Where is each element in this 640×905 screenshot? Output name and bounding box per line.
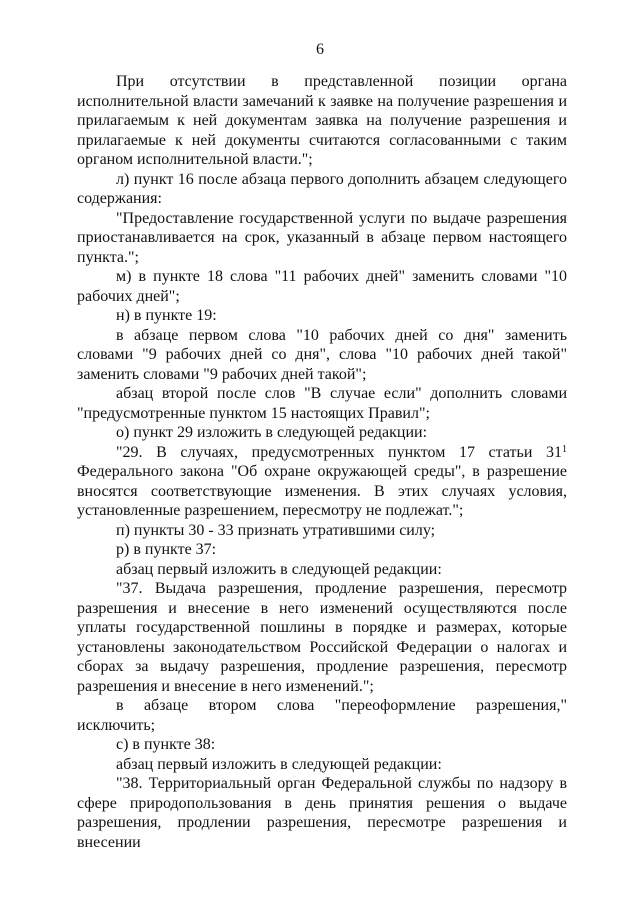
paragraph: абзац первый изложить в следующей редакции: <box>116 560 442 578</box>
superscript-marker: 1 <box>562 443 567 455</box>
paragraph: м) в пункте 18 слова "11 рабочих дней" заменить словами "10 рабочих дней"; <box>77 268 567 305</box>
document-body <box>77 72 567 852</box>
paragraph-29-text-before: "29. В случаях, предусмотренных пунктом 17 статьи 31 <box>116 443 562 461</box>
paragraph: о) пункт 29 изложить в следующей редакции: <box>116 424 428 441</box>
paragraph-29 <box>77 443 567 521</box>
paragraph: с) в пункте 38: <box>116 736 216 753</box>
paragraph: п) пункты 30 - 33 признать утратившими силу; <box>116 521 436 539</box>
paragraph: в абзаце втором слова "переоформление разрешения," исключить; <box>77 697 567 734</box>
paragraph: н) в пункте 19: <box>116 307 217 324</box>
paragraph: "38. Территориальный орган Федеральной службы по надзору в сфере природопользования в день принятия решения о выдаче разрешения, продлении разрешения, пересмотре разрешения и внесении <box>77 775 567 851</box>
paragraph: абзац первый изложить в следующей редакции: <box>116 755 442 773</box>
paragraph-29-text-after: Федерального закона "Об охране окружающей среды", в разрешение вносятся соответствующие изменения. В этих случаях условия, установленные разрешением, пересмотру не подлежат."; <box>77 463 567 519</box>
paragraph: абзац второй после слов "В случае если" дополнить словами "предусмотренные пунктом 15 настоящих Правил"; <box>77 385 567 422</box>
paragraph: "Предоставление государственной услуги по выдаче разрешения приостанавливается на срок, указанный в абзаце первом настоящего пункта."; <box>77 209 567 266</box>
paragraph: При отсутствии в представленной позиции органа исполнительной власти замечаний к заявке на получение разрешения и прилагаемым к ней документам заявка на получение разрешения и прилагаемые к ней документы считаются согласованными с таким органом исполнительной власти."; <box>77 73 567 168</box>
paragraph: в абзаце первом слова "10 рабочих дней со дня" заменить словами "9 рабочих дней со дня", слова "10 рабочих дней такой" заменить словами "9 рабочих дней такой"; <box>77 326 567 383</box>
page-number: 6 <box>316 41 324 58</box>
paragraph: л) пункт 16 после абзаца первого дополнить абзацем следующего содержания: <box>77 170 567 207</box>
paragraph: "37. Выдача разрешения, продление разрешения, пересмотр разрешения и внесение в него изменений осуществляются после уплаты государственной пошлины в порядке и размерах, которые установлены законодательством Российской Федерации о налогах и сборах за выдачу разрешения, продление разрешения, пересмотр разрешения и внесение в него изменений."; <box>77 580 567 695</box>
paragraph: р) в пункте 37: <box>116 541 217 558</box>
